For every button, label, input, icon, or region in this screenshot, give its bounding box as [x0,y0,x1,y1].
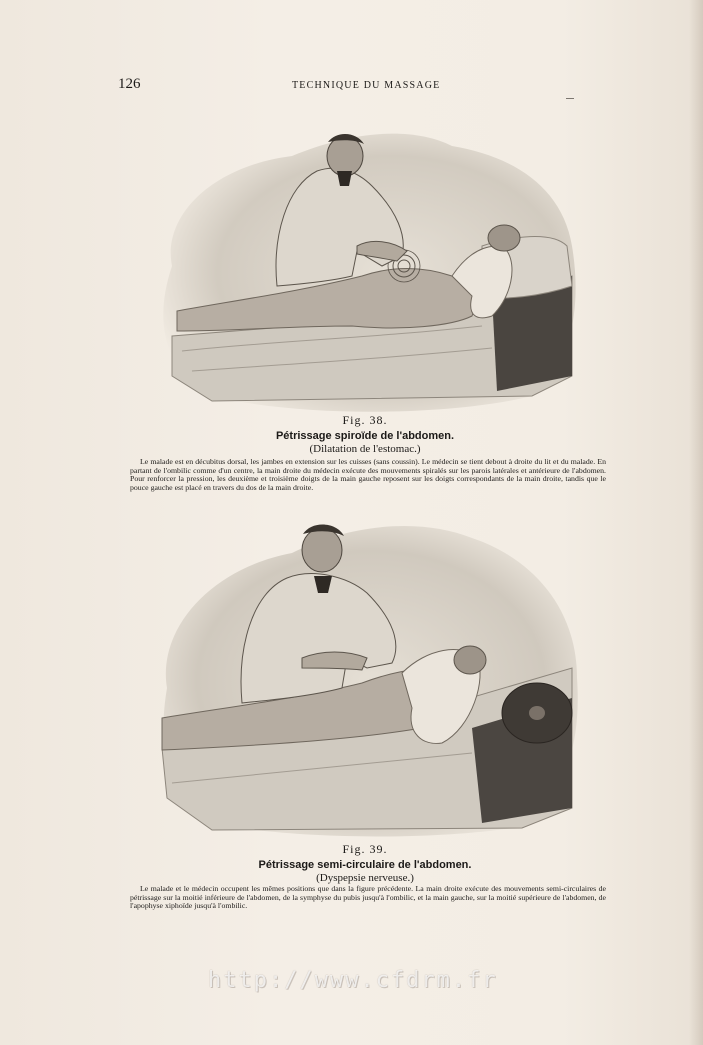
figure-39-illustration [152,518,582,840]
page-number: 126 [118,76,141,92]
page-header [0,76,703,96]
page-edge-shadow [689,0,703,1045]
figure-39-subtitle: (Dyspepsie nerveuse.) [316,872,414,884]
figure-39-description: Le malade et le médecin occupent les mêmes positions que dans la figure précédente. La main droite exécute des mouvements semi-circulaires de pétrissage sur la moitié inférieure de l'abdomen, de la symphyse du pubis jusqu'à l'ombilic, et la main gauche, sur la moitié supérieure de l'abdomen, de l'apophyse xiphoïde jusqu'à l'ombilic. [130,884,606,911]
figure-39-title: Pétrissage semi-circulaire de l'abdomen. [258,859,472,871]
figure-38-number: Fig. 38. [342,413,388,427]
figure-39-caption [100,842,630,884]
decorative-dash [566,98,574,99]
figure-38-subtitle: (Dilatation de l'estomac.) [309,443,421,455]
figure-38-caption [100,413,630,455]
running-head: TECHNIQUE DU MASSAGE [292,80,441,91]
watermark-url: http://www.cfdrm.fr [208,968,498,993]
figure-38-illustration [152,126,582,416]
figure-38-description: Le malade est en décubitus dorsal, les jambes en extension sur les cuisses (sans coussin). Le médecin se tient debout à droite du lit et du malade. En partant de l'ombilic comme d'un centre, la main droite du médecin exécute des mouvements spiralés sur les parois latérales et antérieure de l'abdomen. Pour renforcer la pression, les deuxième et troisième doigts de la main gauche reposent sur les doigts correspondants de la main droite, tandis que le pouce gauche est placé en travers du dos de la main droite. [130,457,606,492]
figure-39-number: Fig. 39. [342,842,388,856]
figure-38-engraving [152,126,582,416]
figure-38-title: Pétrissage spiroïde de l'abdomen. [275,430,455,442]
figure-39-engraving [152,518,582,840]
